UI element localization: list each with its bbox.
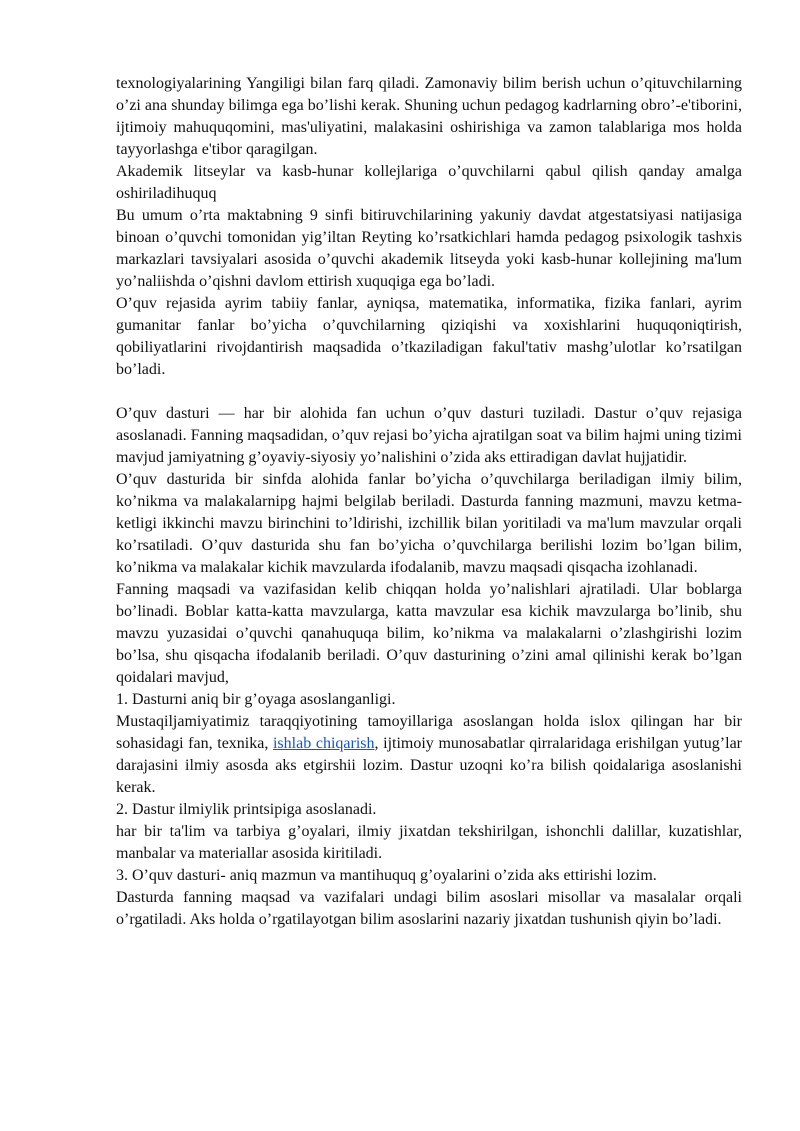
paragraph-2: Akademik litseylar va kasb-hunar kollejlariga o’quvchilarni qabul qilish qanday amalga oshiriladihuquq: [116, 163, 742, 202]
paragraph-4: O’quv rejasida ayrim tabiiy fanlar, ayniqsa, matematika, informatika, fizika fanlari, ayrim gumanitar fanlar bo’yicha o’quvchilarning qiziqishi va xoxishlarini huquqoniqtirish, qobiliyatlarini rivojdantirish maqsadida o’tkaziladigan fakul'tativ mashg’ulotlar ko’rsatilgan bo’ladi.: [116, 295, 742, 378]
paragraph-13: Dasturda fanning maqsad va vazifalari undagi bilim asoslari misollar va masalalar orqali o’rgatiladi. Aks holda o’rgatilayotgan bilim asoslarini nazariy jixatdan tushunish qiyin bo’ladi.: [116, 889, 742, 928]
paragraph-9: [116, 711, 742, 799]
paragraph-11: har bir ta'lim va tarbiya g’oyalari, ilmiy jixatdan tekshirilgan, ishonchli dalillar, kuzatishlar, manbalar va materiallar asosida kiritiladi.: [116, 823, 742, 862]
paragraph-6: O’quv dasturida bir sinfda alohida fanlar bo’yicha o’quvchilarga beriladigan ilmiy bilim, ko’nikma va malakalarnipg hajmi belgilab beriladi. Dasturda fanning mazmuni, mavzu ketma-ketligi ikkinchi mavzu birinchini to’ldirishi, izchillik bilan yoritiladi va ma'lum mavzular orqali ko’rsatiladi. O’quv dasturida shu fan bo’yicha o’quvchilarga berilishi lozim bo’lgan bilim, ko’nikma va malakalar kichik mavzularda ifodalanib, mavzu maqsadi qisqacha izohlanadi.: [116, 471, 742, 576]
paragraph-7: Fanning maqsadi va vazifasidan kelib chiqqan holda yo’nalishlari ajratiladi. Ular boblarga bo’linadi. Boblar katta-katta mavzularga, katta mavzular esa kichik mavzularga bo’linib, shu mavzu yuzasidai o’quvchi qanahuquqa bilim, ko’nikma va malakalarni o’zlashgirishi lozim bo’lsa, shu qisqacha ifodalanib beriladi. O’quv dasturining o’zini amal qilinishi kerak bo’lgan qoidalari mavjud,: [116, 581, 742, 686]
document-page: [116, 73, 742, 931]
paragraph-3: Bu umum o’rta maktabning 9 sinfi bitiruvchilarining yakuniy davdat atgestatsiyasi natijasiga binoan o’quvchi tomonidan yig’iltan Reyting ko’rsatkichlari hamda pedagog psixologik tashxis markazlari tavsiyalari asosida o’quvchi akademik litseyda yoki kasb-hunar kollejining ma'lum yo’naliishda o’qishni davlom ettirish xuquqiga ega bo’ladi.: [116, 207, 742, 290]
ishlab-chiqarish-link[interactable]: ishlab chiqarish: [272, 735, 375, 752]
paragraph-1: texnologiyalarining Yangiligi bilan farq qiladi. Zamonaviy bilim berish uchun o’qituvchilarning o’zi ana shunday bilimga ega bo’lishi kerak. Shuning uchun pedagog kadrlarning obro’-e'tiborini, ijtimoiy mahuquqomini, mas'uliyatini, malakasini oshirishiga va zamon talablariga mos holda tayyorlashga e'tibor qaragilgan.: [116, 75, 742, 158]
paragraph-gap: [116, 381, 742, 403]
list-item-2: 2. Dastur ilmiylik printsipiga asoslanadi.: [116, 801, 377, 818]
paragraph-5: O’quv dasturi — har bir alohida fan uchun o’quv dasturi tuziladi. Dastur o’quv rejasiga asoslanadi. Fanning maqsadidan, o’quv rejasi bo’yicha ajratilgan soat va bilim hajmi uning tizimi mavjud jamiyatning g’oyaviy-siyosiy yo’nalishini o’zida aks ettiradigan davlat hujjatidir.: [116, 405, 742, 466]
paragraph-9-text-before: Mustaqiljamiyatimiz taraqqiyotining tamoyillariga asoslangan holda islox qilingan har bir sohasidagi fan, texnika,: [116, 713, 742, 752]
list-item-3: 3. O’quv dasturi- aniq mazmun va mantihuquq g’oyalarini o’zida aks ettirishi lozim.: [116, 867, 657, 884]
list-item-1: 1. Dasturni aniq bir g’oyaga asoslanganligi.: [116, 691, 396, 708]
paragraph-9-text-after: , ijtimoiy munosabatlar qirralaridaga erishilgan yutug’lar darajasini ilmiy asosda aks etgirshii lozim. Dastur uzoqni ko’ra bilish qoidalariga asoslanishi kerak.: [116, 735, 743, 796]
